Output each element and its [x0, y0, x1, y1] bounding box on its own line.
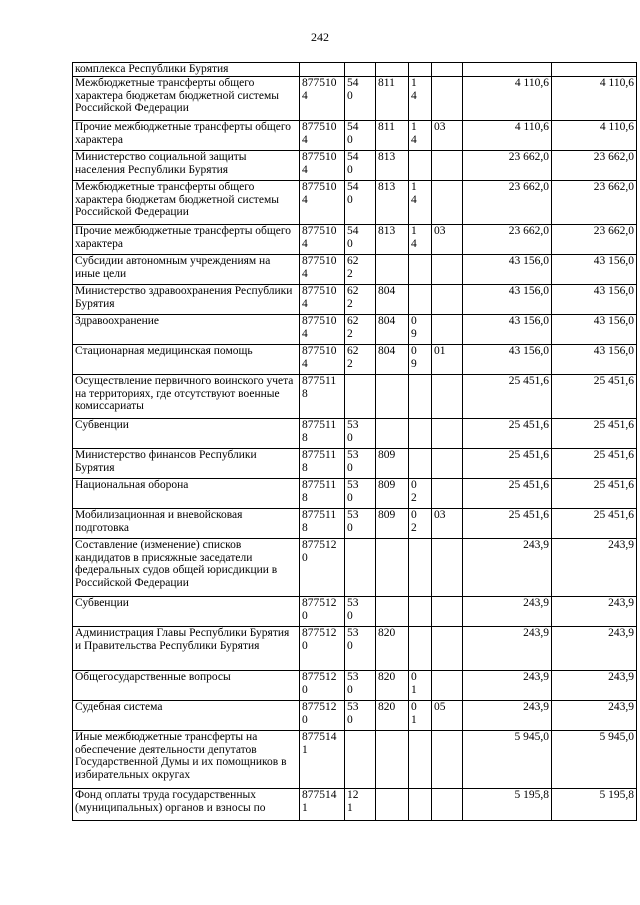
table-row [73, 479, 637, 509]
table-cell-amount-1: 243,9 [463, 671, 552, 701]
table-cell-expense-type: 53 0 [345, 597, 376, 627]
table-cell-amount-2: 25 451,6 [552, 479, 637, 509]
table-cell-amount-2: 43 156,0 [552, 315, 637, 345]
table-cell-expense-type: 62 2 [345, 345, 376, 375]
table-cell-name: Прочие межбюджетные трансферты общего характера [73, 121, 300, 151]
table-cell-name: Фонд оплаты труда государственных (муниципальных) органов и взносы по [73, 789, 300, 821]
table-cell-name: Иные межбюджетные трансферты на обеспечение деятельности депутатов Государственной Думы и их помощников в избирательных округах [73, 731, 300, 789]
table-cell-name: Межбюджетные трансферты общего характера бюджетам бюджетной системы Российской Федерации [73, 77, 300, 121]
table-cell-subsection [432, 671, 463, 701]
table-cell-section: 0 2 [409, 509, 432, 539]
table-cell-expense-type: 53 0 [345, 479, 376, 509]
table-cell-name: Общегосударственные вопросы [73, 671, 300, 701]
table-cell-amount-1: 243,9 [463, 627, 552, 671]
table-cell-amount-2: 5 195,8 [552, 789, 637, 821]
table-cell-amount-1: 4 110,6 [463, 121, 552, 151]
table-cell-expense-type [345, 731, 376, 789]
table-cell-amount-2: 25 451,6 [552, 419, 637, 449]
table-cell-target-article: 877512 0 [300, 671, 345, 701]
table-row [73, 419, 637, 449]
table-row [73, 345, 637, 375]
table-cell-expense-type [345, 375, 376, 419]
table-cell-name: Здравоохранение [73, 315, 300, 345]
table-cell-subsection: 03 [432, 509, 463, 539]
table-row [73, 731, 637, 789]
table-cell-ministry-code [376, 419, 409, 449]
table-cell-amount-1: 23 662,0 [463, 151, 552, 181]
table-cell-amount-2 [552, 63, 637, 77]
table-cell-amount-2: 25 451,6 [552, 509, 637, 539]
table-cell-expense-type: 12 1 [345, 789, 376, 821]
table-cell-subsection [432, 479, 463, 509]
table-cell-ministry-code: 813 [376, 225, 409, 255]
table-cell-target-article: 877512 0 [300, 597, 345, 627]
table-cell-target-article: 877510 4 [300, 345, 345, 375]
table-cell-ministry-code [376, 789, 409, 821]
table-cell-ministry-code [376, 539, 409, 597]
table-cell-section [409, 731, 432, 789]
table-cell-subsection [432, 597, 463, 627]
table-cell-expense-type: 53 0 [345, 509, 376, 539]
table-cell-ministry-code [376, 255, 409, 285]
table-cell-expense-type: 54 0 [345, 121, 376, 151]
table-cell-amount-1: 25 451,6 [463, 449, 552, 479]
table-cell-amount-2: 25 451,6 [552, 375, 637, 419]
table-cell-subsection [432, 315, 463, 345]
table-row [73, 509, 637, 539]
table-cell-name: Составление (изменение) списков кандидатов в присяжные заседатели федеральных судов общей юрисдикции в Российской Федерации [73, 539, 300, 597]
table-cell-amount-2: 4 110,6 [552, 77, 637, 121]
table-row [73, 701, 637, 731]
table-row [73, 789, 637, 821]
table-cell-ministry-code: 813 [376, 151, 409, 181]
table-cell-subsection [432, 181, 463, 225]
table-cell-section: 1 4 [409, 77, 432, 121]
table-cell-name: Осуществление первичного воинского учета на территориях, где отсутствуют военные комиссариаты [73, 375, 300, 419]
table-row [73, 627, 637, 671]
table-cell-name: Мобилизационная и вневойсковая подготовка [73, 509, 300, 539]
table-cell-target-article [300, 63, 345, 77]
table-cell-target-article: 877512 0 [300, 539, 345, 597]
table-cell-subsection: 03 [432, 121, 463, 151]
table-cell-section [409, 255, 432, 285]
table-cell-subsection [432, 789, 463, 821]
table-cell-section [409, 789, 432, 821]
table-cell-subsection [432, 151, 463, 181]
table-cell-ministry-code: 813 [376, 181, 409, 225]
table-cell-section: 1 4 [409, 181, 432, 225]
table-cell-name: Субсидии автономным учреждениям на иные цели [73, 255, 300, 285]
table-cell-name: Субвенции [73, 597, 300, 627]
table-cell-amount-1: 243,9 [463, 701, 552, 731]
table-row [73, 181, 637, 225]
table-cell-expense-type: 62 2 [345, 255, 376, 285]
table-row [73, 77, 637, 121]
table-cell-section: 0 9 [409, 345, 432, 375]
table-cell-amount-1: 43 156,0 [463, 315, 552, 345]
table-cell-amount-2: 43 156,0 [552, 285, 637, 315]
table-cell-name: Субвенции [73, 419, 300, 449]
table-cell-target-article: 877510 4 [300, 151, 345, 181]
table-cell-amount-2: 243,9 [552, 627, 637, 671]
table-cell-amount-1: 43 156,0 [463, 345, 552, 375]
table-cell-target-article: 877510 4 [300, 225, 345, 255]
table-cell-expense-type: 53 0 [345, 627, 376, 671]
table-row [73, 449, 637, 479]
table-cell-expense-type: 54 0 [345, 181, 376, 225]
table-cell-target-article: 877510 4 [300, 181, 345, 225]
table-cell-expense-type: 53 0 [345, 671, 376, 701]
table-cell-amount-2: 243,9 [552, 539, 637, 597]
table-cell-name: Прочие межбюджетные трансферты общего характера [73, 225, 300, 255]
table-cell-target-article: 877512 0 [300, 701, 345, 731]
table-cell-target-article: 877514 1 [300, 789, 345, 821]
table-cell-amount-2: 243,9 [552, 597, 637, 627]
table-cell-subsection [432, 539, 463, 597]
table-cell-target-article: 877510 4 [300, 285, 345, 315]
table-cell-expense-type: 62 2 [345, 285, 376, 315]
table-cell-ministry-code: 809 [376, 449, 409, 479]
table-cell-target-article: 877511 8 [300, 449, 345, 479]
table-cell-section [409, 539, 432, 597]
table-cell-ministry-code [376, 63, 409, 77]
table-cell-section: 1 4 [409, 121, 432, 151]
table-cell-amount-1: 4 110,6 [463, 77, 552, 121]
table-cell-target-article: 877514 1 [300, 731, 345, 789]
table-cell-subsection [432, 63, 463, 77]
table-cell-amount-2: 25 451,6 [552, 449, 637, 479]
table-row [73, 255, 637, 285]
table-cell-amount-2: 243,9 [552, 671, 637, 701]
table-row [73, 225, 637, 255]
table-cell-subsection: 03 [432, 225, 463, 255]
table-cell-amount-1: 23 662,0 [463, 181, 552, 225]
table-cell-subsection [432, 627, 463, 671]
table-cell-amount-2: 243,9 [552, 701, 637, 731]
page-number: 242 [311, 30, 329, 44]
table-cell-ministry-code [376, 375, 409, 419]
table-cell-ministry-code: 804 [376, 345, 409, 375]
table-cell-section [409, 449, 432, 479]
table-cell-name: Межбюджетные трансферты общего характера бюджетам бюджетной системы Российской Федерации [73, 181, 300, 225]
table-cell-subsection [432, 731, 463, 789]
table-row [73, 285, 637, 315]
table-cell-ministry-code: 811 [376, 77, 409, 121]
table-row [73, 597, 637, 627]
table-cell-amount-1: 25 451,6 [463, 479, 552, 509]
table-cell-section [409, 285, 432, 315]
table-row [73, 63, 637, 77]
table-cell-ministry-code [376, 731, 409, 789]
table-cell-ministry-code: 820 [376, 701, 409, 731]
table-cell-ministry-code [376, 597, 409, 627]
table-cell-amount-2: 23 662,0 [552, 181, 637, 225]
table-cell-expense-type: 54 0 [345, 225, 376, 255]
table-cell-section: 0 1 [409, 701, 432, 731]
table-cell-amount-2: 43 156,0 [552, 345, 637, 375]
table-cell-target-article: 877510 4 [300, 315, 345, 345]
table-cell-name: Судебная система [73, 701, 300, 731]
table-cell-expense-type [345, 63, 376, 77]
table-cell-amount-1: 25 451,6 [463, 375, 552, 419]
table-cell-target-article: 877511 8 [300, 419, 345, 449]
table-cell-expense-type: 53 0 [345, 449, 376, 479]
table-cell-amount-1: 243,9 [463, 597, 552, 627]
table-row [73, 671, 637, 701]
table-cell-amount-1: 43 156,0 [463, 255, 552, 285]
table-cell-target-article: 877512 0 [300, 627, 345, 671]
table-cell-expense-type: 54 0 [345, 77, 376, 121]
table-cell-name: Администрация Главы Республики Бурятия и Правительства Республики Бурятия [73, 627, 300, 671]
table-cell-section: 0 2 [409, 479, 432, 509]
table-cell-name: Национальная оборона [73, 479, 300, 509]
table-cell-amount-2: 43 156,0 [552, 255, 637, 285]
table-cell-ministry-code: 804 [376, 315, 409, 345]
table-cell-target-article: 877511 8 [300, 375, 345, 419]
table-row [73, 315, 637, 345]
table-cell-ministry-code: 820 [376, 671, 409, 701]
table-cell-section [409, 597, 432, 627]
table-cell-target-article: 877511 8 [300, 509, 345, 539]
table-cell-expense-type: 62 2 [345, 315, 376, 345]
table-cell-expense-type: 54 0 [345, 151, 376, 181]
table-cell-section: 0 1 [409, 671, 432, 701]
table-cell-name: Министерство финансов Республики Бурятия [73, 449, 300, 479]
table-cell-subsection [432, 419, 463, 449]
table-cell-target-article: 877510 4 [300, 77, 345, 121]
table-cell-amount-1: 25 451,6 [463, 419, 552, 449]
table-cell-amount-1: 43 156,0 [463, 285, 552, 315]
table-cell-subsection: 05 [432, 701, 463, 731]
table-cell-section: 1 4 [409, 225, 432, 255]
table-cell-amount-1: 5 945,0 [463, 731, 552, 789]
table-cell-expense-type: 53 0 [345, 701, 376, 731]
budget-table [72, 62, 637, 821]
table-cell-amount-2: 23 662,0 [552, 151, 637, 181]
table-row [73, 121, 637, 151]
table-cell-ministry-code: 811 [376, 121, 409, 151]
table-row [73, 151, 637, 181]
table-row [73, 375, 637, 419]
table-cell-target-article: 877510 4 [300, 255, 345, 285]
table-cell-name: комплекса Республики Бурятия [73, 63, 300, 77]
table-cell-target-article: 877511 8 [300, 479, 345, 509]
table-cell-name: Министерство здравоохранения Республики Бурятия [73, 285, 300, 315]
table-cell-amount-1: 25 451,6 [463, 509, 552, 539]
table-cell-amount-1: 23 662,0 [463, 225, 552, 255]
table-row [73, 539, 637, 597]
table-cell-subsection [432, 285, 463, 315]
table-cell-section [409, 627, 432, 671]
table-cell-amount-1 [463, 63, 552, 77]
table-cell-subsection [432, 255, 463, 285]
table-cell-amount-2: 4 110,6 [552, 121, 637, 151]
table-cell-subsection [432, 375, 463, 419]
table-cell-ministry-code: 809 [376, 479, 409, 509]
table-cell-target-article: 877510 4 [300, 121, 345, 151]
table-cell-ministry-code: 809 [376, 509, 409, 539]
table-cell-subsection [432, 77, 463, 121]
table-cell-subsection [432, 449, 463, 479]
table-cell-section [409, 419, 432, 449]
table-cell-ministry-code: 820 [376, 627, 409, 671]
table-cell-section [409, 63, 432, 77]
table-cell-amount-2: 23 662,0 [552, 225, 637, 255]
table-cell-name: Стационарная медицинская помощь [73, 345, 300, 375]
table-cell-section [409, 151, 432, 181]
table-cell-section: 0 9 [409, 315, 432, 345]
table-cell-expense-type [345, 539, 376, 597]
table-cell-section [409, 375, 432, 419]
table-cell-amount-1: 5 195,8 [463, 789, 552, 821]
table-cell-amount-2: 5 945,0 [552, 731, 637, 789]
table-cell-name: Министерство социальной защиты населения Республики Бурятия [73, 151, 300, 181]
table-cell-subsection: 01 [432, 345, 463, 375]
table-cell-expense-type: 53 0 [345, 419, 376, 449]
table-cell-amount-1: 243,9 [463, 539, 552, 597]
table-cell-ministry-code: 804 [376, 285, 409, 315]
